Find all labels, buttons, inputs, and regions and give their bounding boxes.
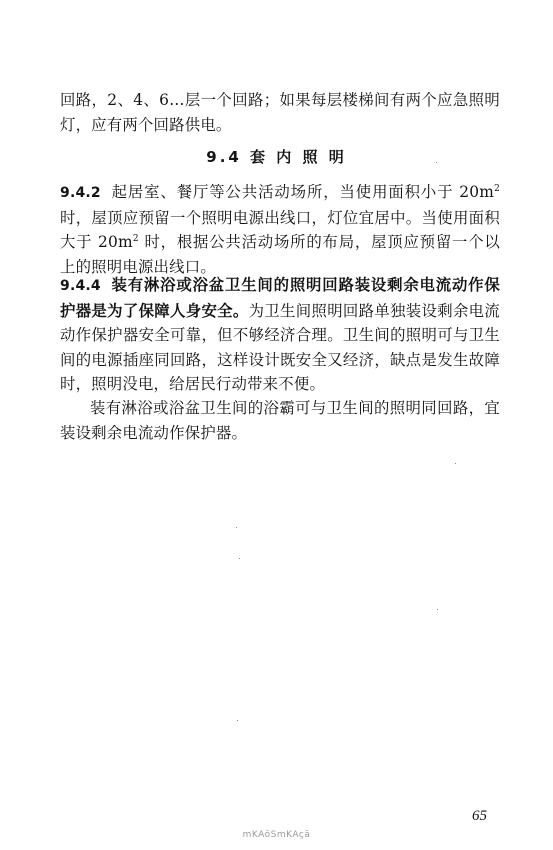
clause-9-4-2	[60, 180, 500, 279]
section-heading: 9.4 套 内 照 明	[206, 148, 347, 166]
superscript: 2	[132, 233, 139, 244]
scan-speck	[455, 463, 456, 464]
scan-speck	[239, 558, 240, 559]
clause-number: 9.4.4	[60, 278, 101, 294]
clause-text-c: 时，根据公共活动场所的布局，屋顶应预留一个以上的照明电源出线口。	[60, 233, 500, 276]
clause-9-4-4	[60, 273, 500, 397]
scan-speck	[436, 162, 437, 163]
clause-text-a: 起居室、餐厅等公共活动场所，当使用面积小于 20m	[110, 183, 495, 201]
scan-speck	[437, 609, 438, 610]
paragraph-continuation: 回路，2、4、6…层一个回路；如果每层楼梯间有两个应急照明灯，应有两个回路供电。	[60, 91, 500, 134]
clause-bold-text: 装有淋浴或浴盆卫生间的照明回路装设剩余电流动作保护器是为了保障人身安全。	[60, 276, 500, 320]
footer-watermark: mKAōSmKAçā	[242, 830, 311, 840]
superscript: 2	[494, 183, 500, 194]
paragraph-last: 装有淋浴或浴盆卫生间的浴霸可与卫生间的照明同回路，宜装设剩余电流动作保护器。	[60, 399, 500, 442]
scan-speck	[237, 720, 238, 721]
clause-text: 为卫生间照明回路单独装设剩余电流动作保护器安全可靠，但不够经济合理。卫生间的照明可与卫生间的电源插座同回路，这样设计既安全又经济，缺点是发生故障时，照明没电，给居民行动带来不便。	[60, 301, 500, 393]
clause-number: 9.4.2	[60, 185, 101, 201]
page-number: 65	[472, 808, 487, 824]
clause-text-b: 时，屋顶应预留一个照明电源出线口，灯位宜居中。当使用面积大于 20m	[60, 208, 500, 251]
scan-speck	[236, 527, 237, 528]
